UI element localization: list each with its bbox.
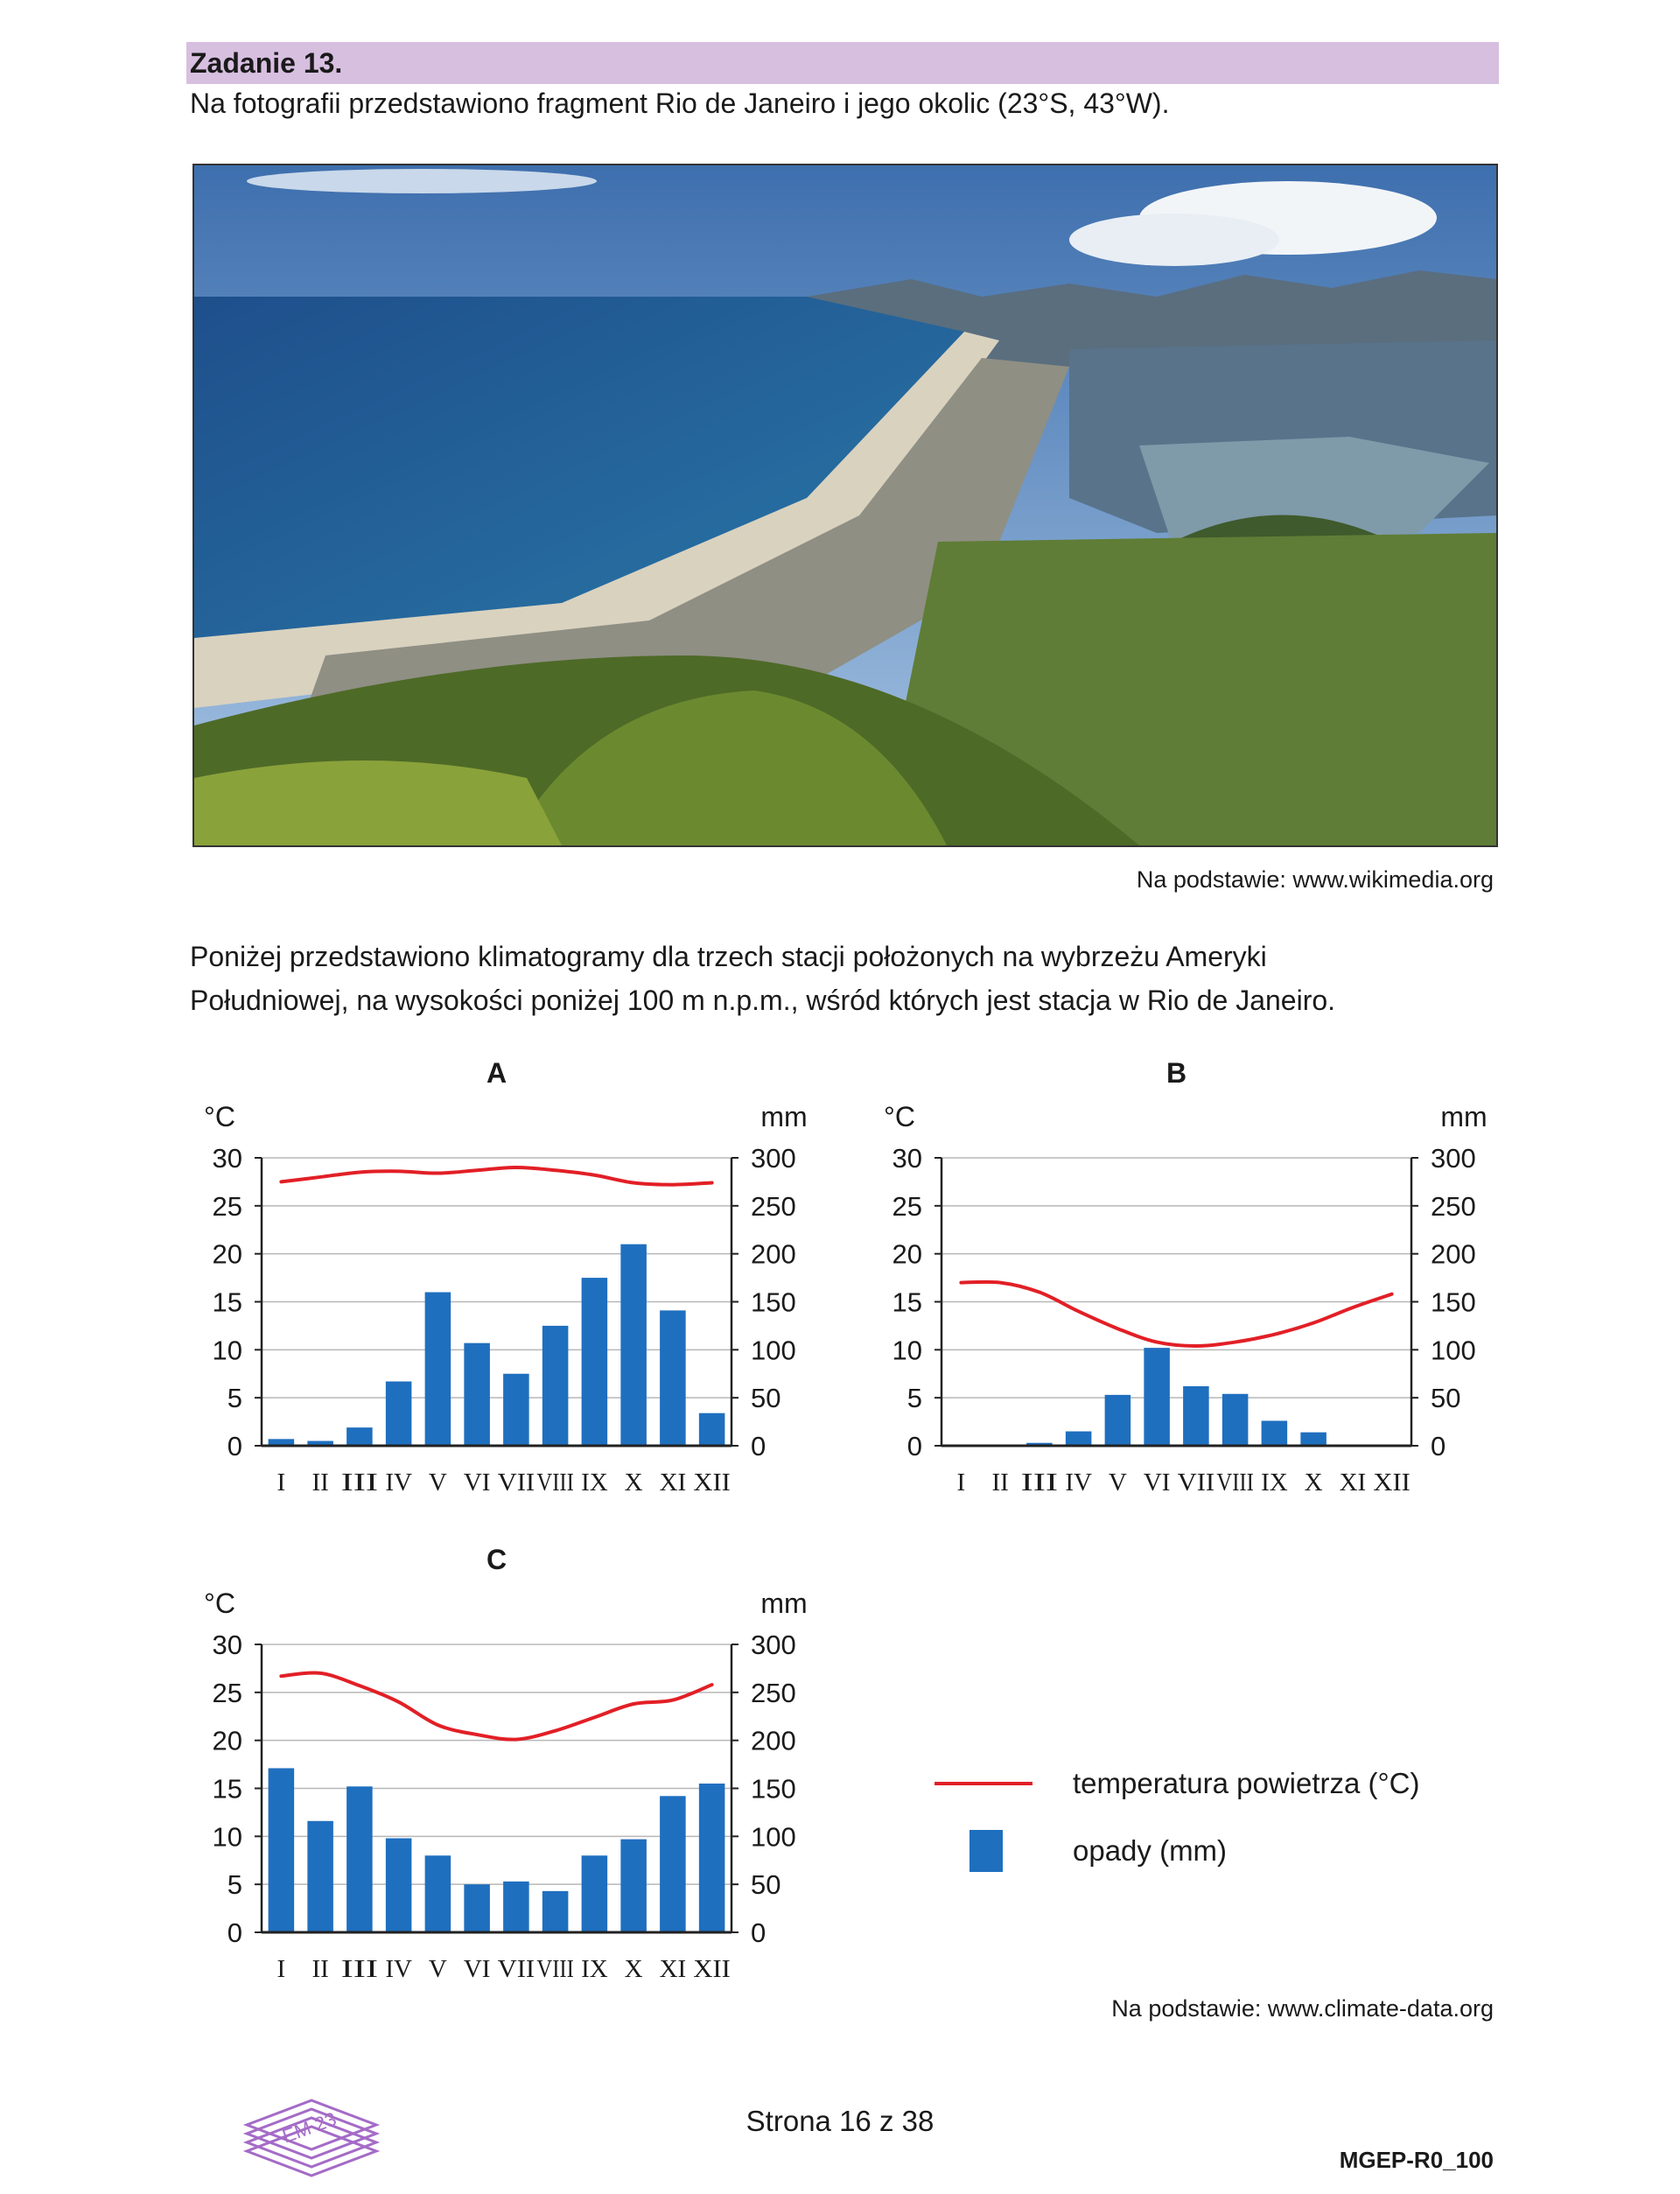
climatogram-svg xyxy=(866,1050,1488,1505)
precipitation-bar xyxy=(1300,1433,1326,1446)
month-label: VI xyxy=(463,1955,491,1983)
right-tick-label: 200 xyxy=(751,1238,796,1270)
month-label: X xyxy=(1304,1469,1323,1497)
right-tick-label: 250 xyxy=(751,1677,796,1708)
precipitation-bar xyxy=(699,1413,725,1446)
legend-precipitation xyxy=(934,1825,1227,1877)
right-tick-label: 100 xyxy=(1431,1335,1476,1366)
month-label: V xyxy=(428,1955,447,1983)
month-label: III xyxy=(340,1469,379,1497)
paragraph-line-2: Południowej, na wysokości poniżej 100 m n.p.m., wśród których jest stacja w Rio de Janeiro. xyxy=(190,985,1336,1016)
page-number: Strona 16 z 38 xyxy=(746,2105,934,2137)
temperature-line xyxy=(281,1167,711,1185)
climatogram-svg xyxy=(186,1050,808,1505)
left-tick-label: 25 xyxy=(892,1190,922,1222)
climatogram-svg xyxy=(186,1537,808,1992)
left-tick-label: 0 xyxy=(906,1431,922,1461)
left-tick-label: 15 xyxy=(892,1286,922,1318)
rio-photo-illustration xyxy=(194,165,1496,845)
right-tick-label: 200 xyxy=(1431,1238,1476,1270)
precipitation-bar xyxy=(660,1310,686,1446)
month-label: I xyxy=(276,1469,286,1497)
left-axis-unit: °C xyxy=(204,1101,235,1132)
precipitation-bar xyxy=(386,1382,412,1446)
right-tick-label: 300 xyxy=(1431,1143,1476,1174)
month-label: VII xyxy=(497,1955,536,1983)
month-label: II xyxy=(312,1955,329,1983)
left-tick-label: 0 xyxy=(227,1917,242,1948)
month-label: X xyxy=(624,1469,643,1497)
month-label: II xyxy=(991,1469,1009,1497)
left-tick-label: 15 xyxy=(212,1773,242,1805)
right-axis-unit: mm xyxy=(1440,1101,1488,1132)
right-tick-label: 150 xyxy=(1431,1286,1476,1318)
left-tick-label: 20 xyxy=(212,1725,242,1756)
month-label: V xyxy=(428,1469,447,1497)
precipitation-bar xyxy=(503,1374,529,1446)
month-label: VII xyxy=(1177,1469,1215,1497)
precipitation-bar xyxy=(464,1884,490,1932)
chart-title: A xyxy=(486,1057,508,1089)
legend-precipitation-label: opady (mm) xyxy=(1073,1834,1228,1867)
task-title: Zadanie 13. xyxy=(190,47,343,79)
right-tick-label: 150 xyxy=(751,1773,796,1805)
intro-text: Na fotografii przedstawiono fragment Rio de Janeiro i jego okolic (23°S, 43°W). xyxy=(190,88,1170,119)
month-label: VI xyxy=(463,1469,491,1497)
precipitation-bar xyxy=(425,1293,452,1446)
left-tick-label: 5 xyxy=(906,1383,922,1414)
month-label: III xyxy=(340,1955,379,1983)
month-label: XI xyxy=(659,1955,687,1983)
month-label: XII xyxy=(1373,1469,1410,1497)
month-label: III xyxy=(1020,1469,1059,1497)
left-tick-label: 20 xyxy=(892,1238,922,1270)
precipitation-bar xyxy=(269,1768,295,1932)
description-paragraph xyxy=(190,935,1502,1022)
left-tick-label: 30 xyxy=(212,1143,242,1174)
precipitation-bar xyxy=(1222,1394,1249,1446)
right-tick-label: 300 xyxy=(751,1630,796,1660)
left-axis-unit: °C xyxy=(884,1101,915,1132)
left-tick-label: 5 xyxy=(227,1869,242,1901)
precipitation-bar xyxy=(582,1278,608,1446)
month-label: XII xyxy=(693,1469,731,1497)
month-label: VIII xyxy=(1216,1469,1254,1497)
month-label: IV xyxy=(385,1469,412,1497)
right-tick-label: 300 xyxy=(751,1143,796,1174)
exam-code: MGEP-R0_100 xyxy=(1339,2147,1494,2173)
left-tick-label: 25 xyxy=(212,1677,242,1708)
precipitation-bar xyxy=(386,1839,412,1932)
chart-title: C xyxy=(486,1544,508,1575)
precipitation-bar xyxy=(699,1784,725,1932)
right-tick-label: 250 xyxy=(1431,1190,1476,1222)
month-label: VIII xyxy=(536,1469,574,1497)
left-tick-label: 30 xyxy=(212,1630,242,1660)
photo-source: Na podstawie: www.wikimedia.org xyxy=(1136,866,1494,893)
legend-line-swatch xyxy=(934,1782,1032,1785)
chart-legend xyxy=(934,1757,1460,1915)
month-label: VI xyxy=(1143,1469,1171,1497)
right-tick-label: 0 xyxy=(751,1917,766,1948)
precipitation-bar xyxy=(582,1855,608,1932)
precipitation-bar xyxy=(503,1882,529,1932)
precipitation-bar xyxy=(1262,1420,1288,1446)
left-tick-label: 25 xyxy=(212,1190,242,1222)
month-label: IV xyxy=(1065,1469,1092,1497)
temperature-line xyxy=(281,1672,711,1739)
precipitation-bar xyxy=(464,1343,490,1446)
temperature-line xyxy=(961,1282,1391,1346)
month-label: VIII xyxy=(536,1955,574,1983)
precipitation-bar xyxy=(660,1796,686,1932)
month-label: XI xyxy=(1339,1469,1367,1497)
precipitation-bar xyxy=(1066,1432,1092,1446)
left-tick-label: 20 xyxy=(212,1238,242,1270)
right-tick-label: 50 xyxy=(751,1383,781,1414)
precipitation-bar xyxy=(425,1855,452,1932)
chart-title: B xyxy=(1166,1057,1187,1089)
precipitation-bar xyxy=(346,1427,373,1446)
left-axis-unit: °C xyxy=(204,1588,235,1619)
precipitation-bar xyxy=(1183,1386,1209,1446)
left-tick-label: 30 xyxy=(892,1143,922,1174)
right-tick-label: 250 xyxy=(751,1190,796,1222)
precipitation-bar xyxy=(307,1821,333,1932)
legend-temperature xyxy=(934,1757,1420,1810)
month-label: IX xyxy=(581,1955,608,1983)
right-axis-unit: mm xyxy=(760,1101,808,1132)
climatogram-b xyxy=(866,1050,1488,1505)
month-label: IX xyxy=(581,1469,608,1497)
left-tick-label: 15 xyxy=(212,1286,242,1318)
right-tick-label: 200 xyxy=(751,1725,796,1756)
rio-photo xyxy=(192,164,1498,847)
left-tick-label: 10 xyxy=(212,1335,242,1366)
legend-bar-swatch xyxy=(970,1830,1003,1872)
precipitation-bar xyxy=(1105,1395,1131,1446)
precipitation-bar xyxy=(620,1840,647,1932)
left-tick-label: 0 xyxy=(227,1431,242,1461)
charts-source: Na podstawie: www.climate-data.org xyxy=(1111,1995,1494,2022)
month-label: IV xyxy=(385,1955,412,1983)
month-label: II xyxy=(312,1469,329,1497)
right-tick-label: 100 xyxy=(751,1821,796,1853)
paragraph-line-1: Poniżej przedstawiono klimatogramy dla trzech stacji położonych na wybrzeżu Ameryki xyxy=(190,941,1267,972)
month-label: VII xyxy=(497,1469,536,1497)
logo-text: EM 23 xyxy=(279,2107,340,2148)
right-tick-label: 150 xyxy=(751,1286,796,1318)
legend-temperature-label: temperatura powietrza (°C) xyxy=(1073,1767,1420,1799)
month-label: I xyxy=(956,1469,966,1497)
right-tick-label: 0 xyxy=(1431,1431,1446,1461)
right-tick-label: 0 xyxy=(751,1431,766,1461)
climatogram-a xyxy=(186,1050,808,1505)
month-label: XII xyxy=(693,1955,731,1983)
task-header xyxy=(186,42,1499,84)
right-tick-label: 100 xyxy=(751,1335,796,1366)
precipitation-bar xyxy=(346,1786,373,1932)
left-tick-label: 10 xyxy=(892,1335,922,1366)
month-label: X xyxy=(624,1955,643,1983)
month-label: IX xyxy=(1261,1469,1288,1497)
month-label: V xyxy=(1108,1469,1127,1497)
precipitation-bar xyxy=(542,1326,569,1446)
left-tick-label: 5 xyxy=(227,1383,242,1414)
precipitation-bar xyxy=(542,1891,569,1932)
right-axis-unit: mm xyxy=(760,1588,808,1619)
right-tick-label: 50 xyxy=(1431,1383,1461,1414)
left-tick-label: 10 xyxy=(212,1821,242,1853)
precipitation-bar xyxy=(1144,1348,1170,1446)
month-label: XI xyxy=(659,1469,687,1497)
precipitation-bar xyxy=(620,1244,647,1446)
climatogram-c xyxy=(186,1537,808,1992)
right-tick-label: 50 xyxy=(751,1869,781,1901)
month-label: I xyxy=(276,1955,286,1983)
